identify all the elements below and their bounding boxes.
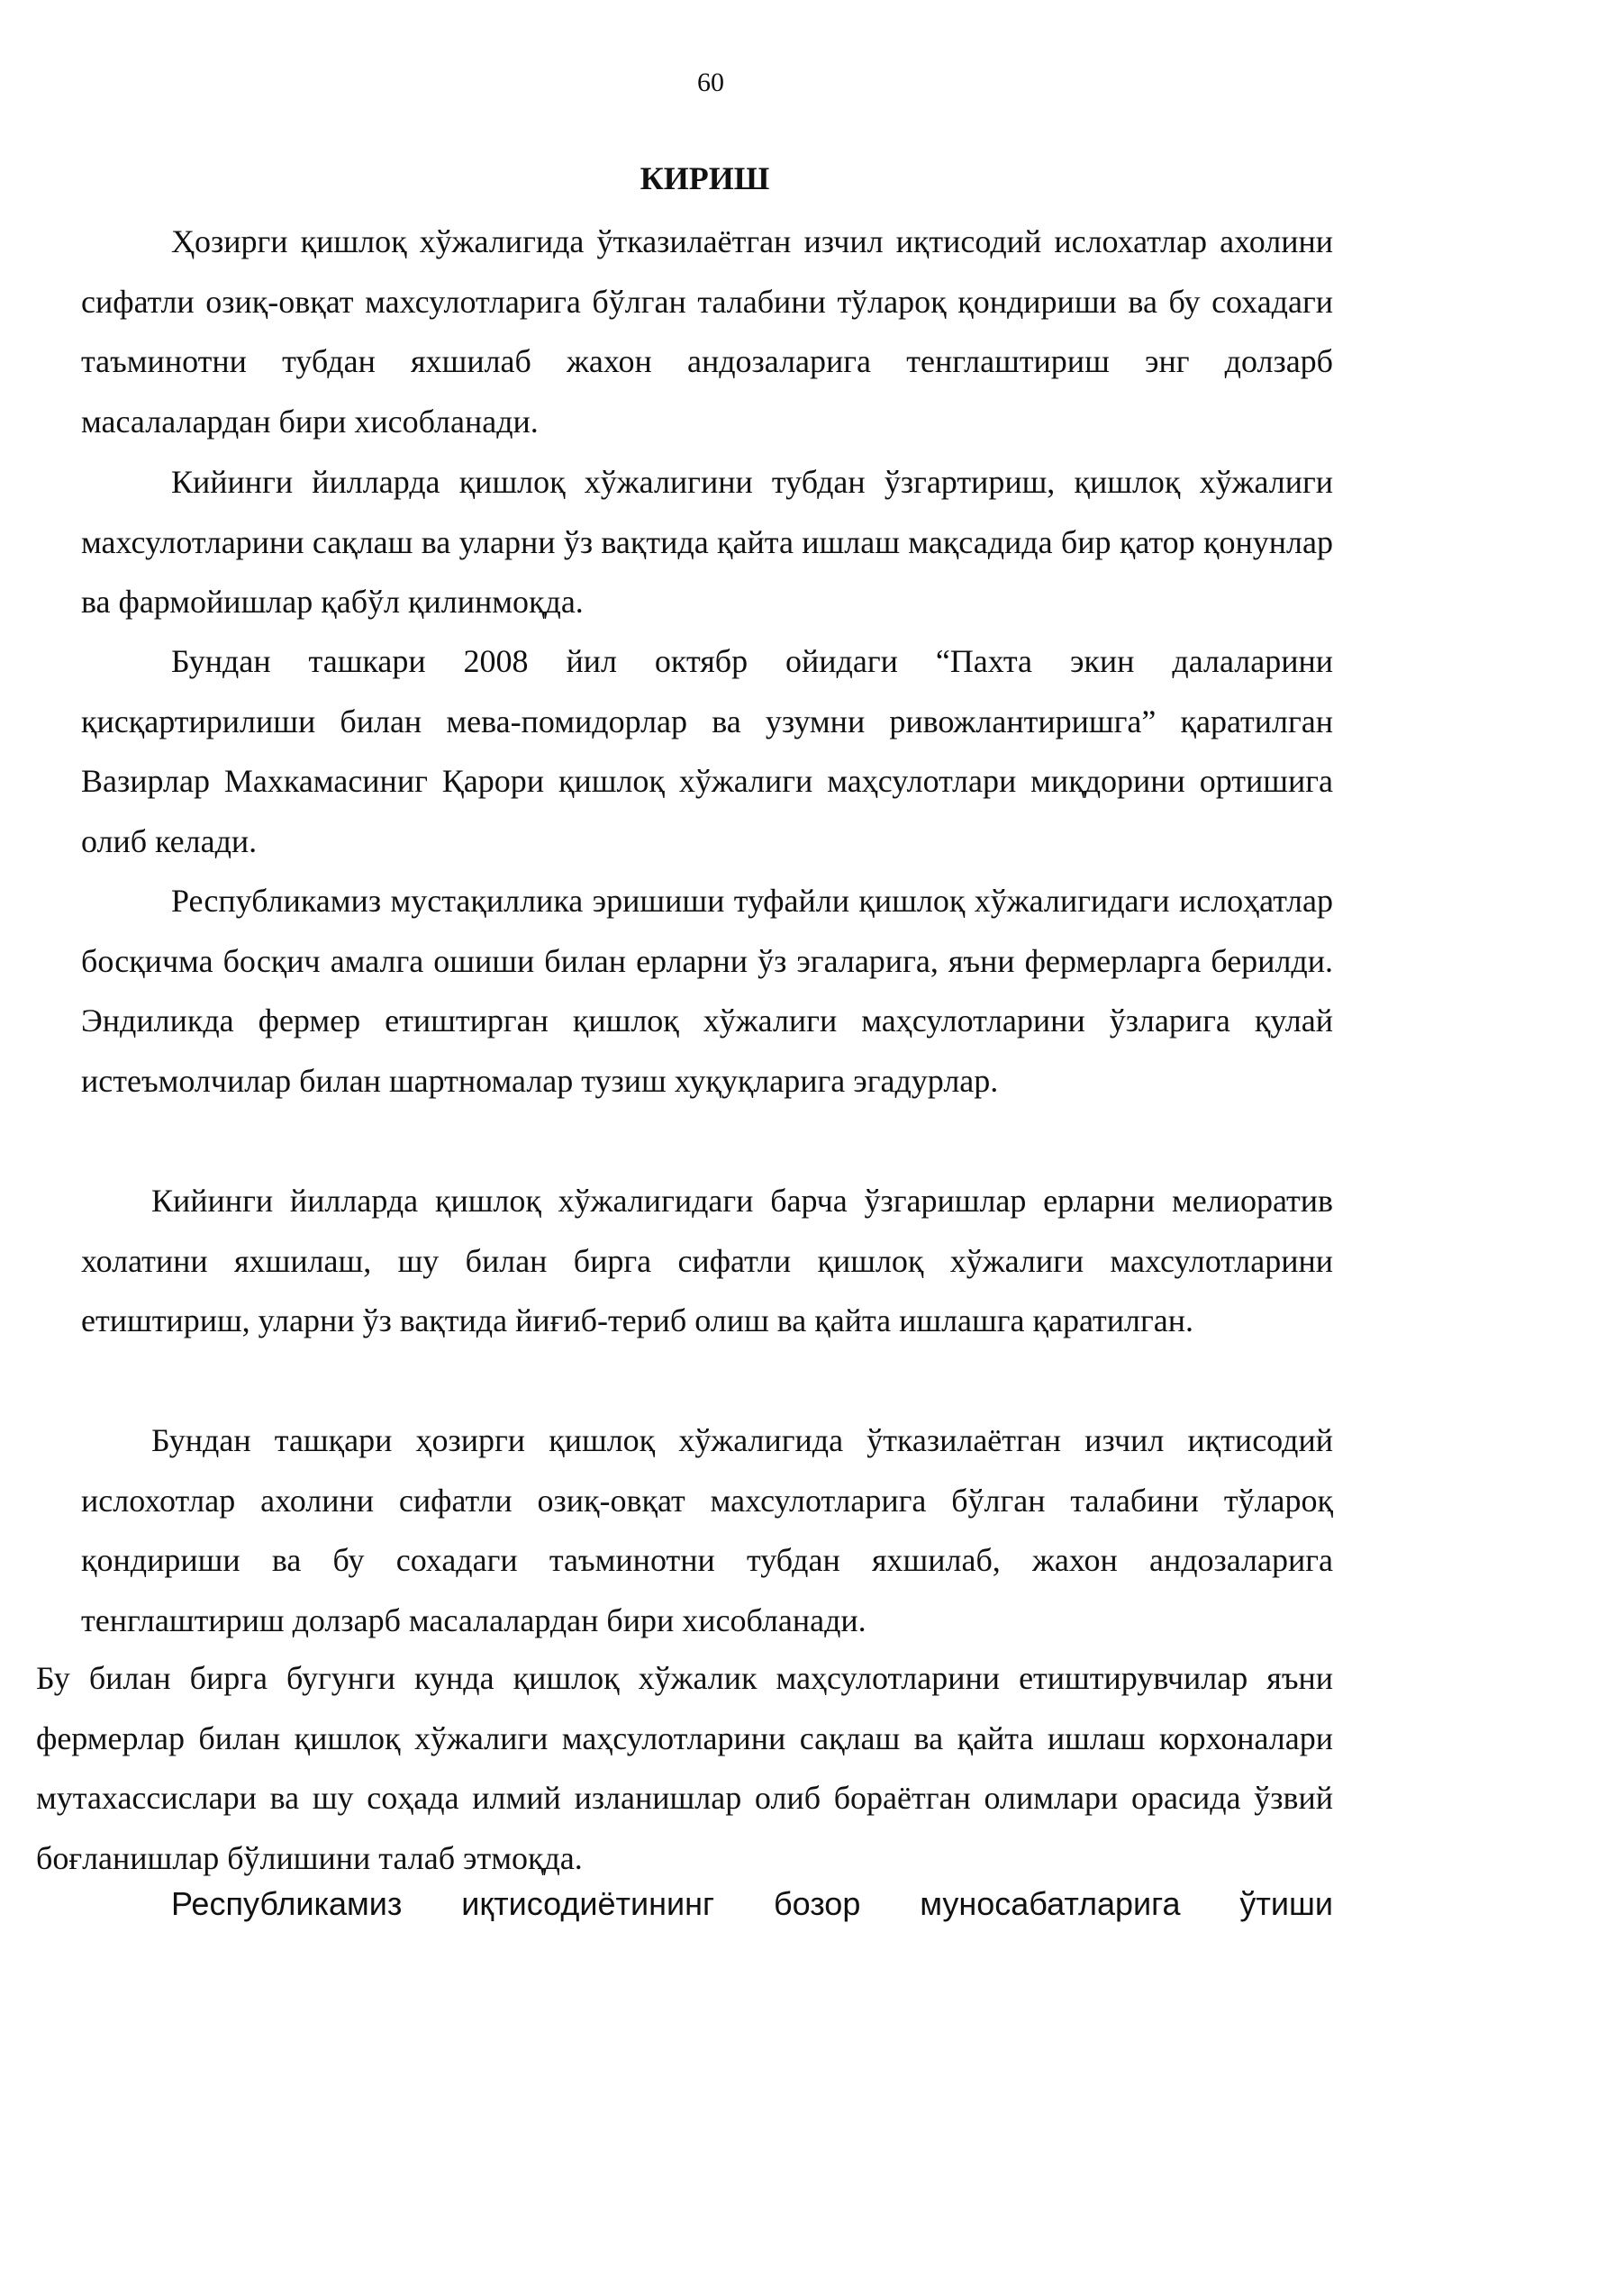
paragraph-1: Ҳозирги қишлоқ хўжалигида ўтказилаётган изчил иқтисодий ислохатлар ахолини сифатли озиқ-овқат махсулотларига бўлган талабини тўлароқ қондириши ва бу сохадаги таъминотни тубдан яхшилаб жахон андозаларига тенглаштириш энг долзарб масалалардан бири хисобланади.: [81, 223, 1333, 440]
paragraph-3: Бундан ташкари 2008 йил октябр ойидаги “Пахта экин далаларини қисқартирилиши билан мева-помидорлар ва узумни ривожлантиришга” қаратилган Вазирлар Махкамасиниг Қарори қишлоқ хўжалиги маҳсулотлари миқдорини ортишига олиб келади.: [81, 643, 1333, 859]
paragraph-7: Бу билан бирга бугунги кунда қишлоқ хўжалик маҳсулотларини етиштирувчилар яъни фермерлар билан қишлоқ хўжалиги маҳсулотларини сақлаш ва қайта ишлаш корхоналари мутахассислари ва шу соҳада илмий изланишлар олиб бораётган олимлари орасида ўзвий боғланишлар бўлишини талаб этмоқда.: [36, 1660, 1333, 1876]
section-heading: КИРИШ: [640, 160, 770, 196]
paragraph-8: Республикамиз иқтисодиётининг бозор муносабатларига ўтиши: [171, 1885, 1333, 1922]
paragraph-6: Бундан ташқари ҳозирги қишлоқ хўжалигида ўтказилаётган изчил иқтисодий ислохотлар ахолини сифатли озиқ-овқат махсулотларига бўлган талабини тўлароқ қондириши ва бу сохадаги таъминотни тубдан яхшилаб, жахон андозаларига тенглаштириш долзарб масалалардан бири хисобланади.: [81, 1422, 1333, 1638]
paragraph-4: Республикамиз мустақиллика эришиши туфайли қишлоқ хўжалигидаги ислоҳатлар босқичма босқич амалга ошиши билан ерларни ўз эгаларига, яъни фермерларга берилди. Эндиликда фермер етиштирган қишлоқ хўжалиги маҳсулотларини ўзларига қулай истеъмолчилар билан шартномалар тузиш хуқуқларига эгадурлар.: [81, 883, 1333, 1099]
paragraph-5: Кийинги йилларда қишлоқ хўжалигидаги барча ўзгаришлар ерларни мелиоратив холатини яхшилаш, шу билан бирга сифатли қишлоқ хўжалиги махсулотларини етиштириш, уларни ўз вақтида йиғиб-териб олиш ва қайта ишлашга қаратилган.: [81, 1183, 1333, 1338]
page-number: 60: [697, 68, 724, 97]
paragraph-2: Кийинги йилларда қишлоқ хўжалигини тубдан ўзгартириш, қишлоқ хўжалиги махсулотларини сақлаш ва уларни ўз вақтида қайта ишлаш мақсадида бир қатор қонунлар ва фармойишлар қабўл қилинмоқда.: [81, 464, 1333, 620]
